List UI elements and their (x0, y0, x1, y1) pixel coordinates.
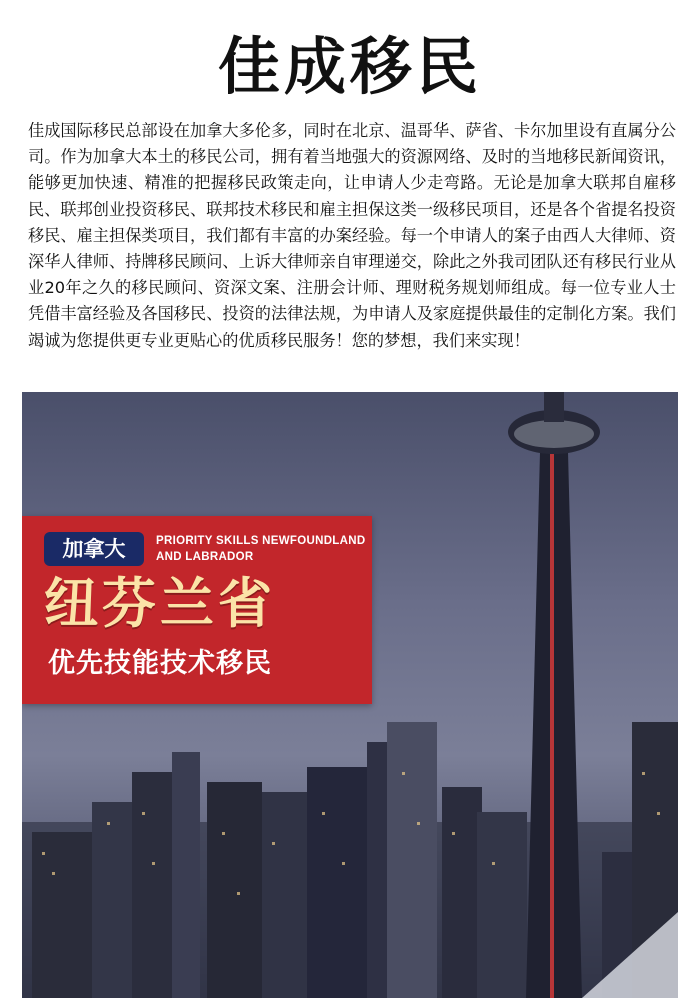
banner-subtitle: 优先技能技术移民 (48, 648, 272, 679)
banner-english-title: PRIORITY SKILLS NEWFOUNDLAND AND LABRADOR (156, 535, 366, 563)
promo-banner (22, 516, 372, 704)
intro-paragraph: 佳成国际移民总部设在加拿大多伦多，同时在北京、温哥华、萨省、卡尔加里设有直属分公司。作为加拿大本土的移民公司，拥有着当地强大的资源网络、及时的当地移民新闻资讯，能够更加快速、精准的把握移民政策走向，让申请人少走弯路。无论是加拿大联邦自雇移民、联邦创业投资移民、联邦技术移民和雇主担保这类一级移民项目，还是各个省提名投资移民、雇主担保类项目，我们都有丰富的办案经验。每一个申请人的案子由西人大律师、资深华人律师、持牌移民顾问、上诉大律师亲自审理递交，除此之外我司团队还有移民行业从业20年之久的移民顾问、资深文案、注册会计师、理财税务规划师组成。每一位专业人士凭借丰富经验及各国移民、投资的法律法规，为申请人及家庭提供最佳的定制化方案。我们竭诚为您提供更专业更贴心的优质移民服务！您的梦想，我们来实现！ (28, 121, 676, 350)
banner-headline: 纽芬兰省 (44, 572, 276, 635)
country-tag: 加拿大 (44, 532, 144, 566)
hero-image (22, 392, 678, 998)
page-title: 佳成移民 (217, 30, 482, 103)
